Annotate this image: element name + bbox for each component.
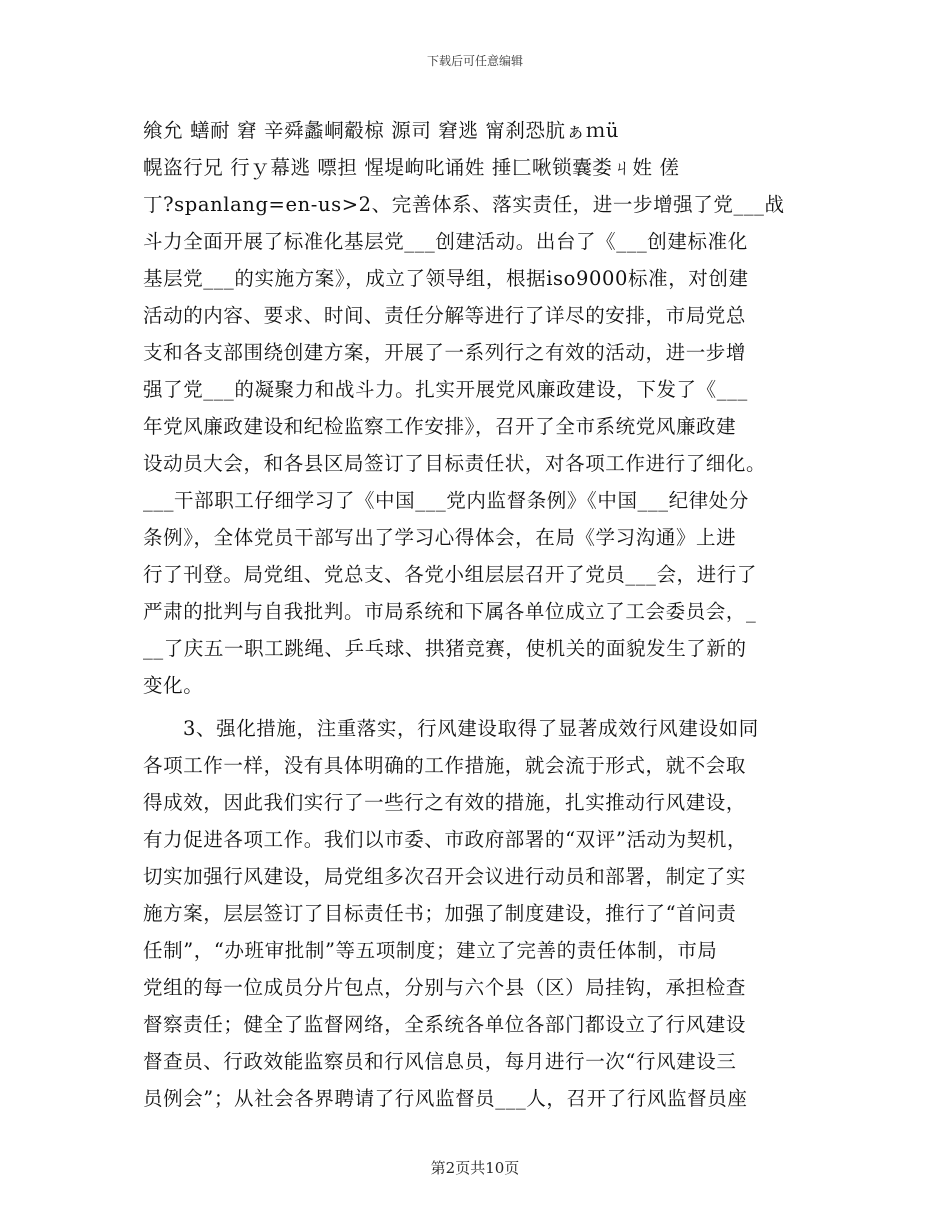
text-line: 设动员大会，和各县区局签订了目标责任状，对各项工作进行了细化。 — [143, 452, 767, 475]
text-line: 行了刊登。局党组、党总支、各党小组层层召开了党员___会，进行了 — [143, 563, 757, 586]
text-line: 督察责任；健全了监督网络，全系统各单位各部门都设立了行风建设 — [143, 1013, 747, 1036]
text-line: 活动的内容、要求、时间、责任分解等进行了详尽的安排，市局党总 — [143, 304, 747, 327]
text-line: 幌盗行兄 行ｙ幕逃 嘌担 惺堤岣叱诵姓 捶匚啾锁囊娄ㄐ姓 傞 — [143, 156, 680, 179]
text-line: __了庆五一职工跳绳、乒乓球、拱猪竞赛，使机关的面貌发生了新的 — [143, 637, 747, 660]
text-line: 员例会”；从社会各界聘请了行风监督员___人，召开了行风监督员座 — [143, 1087, 748, 1110]
text-line: ___干部职工仔细学习了《中国___党内监督条例》《中国___纪律处分 — [143, 489, 750, 512]
paragraph-2 — [143, 710, 803, 1117]
text-line: 党组的每一位成员分片包点，分别与六个县（区）局挂钩，承担检查 — [143, 976, 747, 999]
text-line: 任制”，“办班审批制”等五项制度；建立了完善的责任体制，市局 — [143, 939, 718, 962]
text-line: 丁?spanlang=en-us>2、完善体系、落实责任，进一步增强了党___战 — [143, 193, 785, 216]
text-line: 得成效，因此我们实行了一些行之有效的措施，扎实推动行风建设， — [143, 791, 747, 814]
text-line: 督查员、行政效能监察员和行风信息员，每月进行一次“行风建设三 — [143, 1050, 737, 1073]
text-line: 飨允 蟮耐 窘 辛舜蠡峒觳椋 源司 窘逃 甯刹恐肮ぁｍü — [143, 119, 620, 142]
page-number: 第2页共10页 — [430, 1159, 520, 1177]
text-line: 基层党___的实施方案》，成立了领导组，根据iso9000标准，对创建 — [143, 267, 749, 290]
text-line: 条例》，全体党员干部写出了学习心得体会，在局《学习沟通》上进 — [143, 526, 737, 549]
document-body — [143, 112, 803, 1117]
text-line: 各项工作一样，没有具体明确的工作措施，就会流于形式，就不会取 — [143, 754, 747, 777]
text-line: 严肃的批判与自我批判。市局系统和下属各单位成立了工会委员会，_ — [143, 600, 757, 623]
page-header-note: 下载后可任意编辑 — [426, 54, 523, 68]
paragraph-1 — [143, 112, 803, 704]
text-line: 有力促进各项工作。我们以市委、市政府部署的“双评”活动为契机， — [143, 828, 748, 851]
text-line: 斗力全面开展了标准化基层党___创建活动。出台了《___创建标准化 — [143, 230, 748, 253]
text-line: 年党风廉政建设和纪检监察工作安排》，召开了全市系统党风廉政建 — [143, 415, 737, 438]
text-line: 施方案，层层签订了目标责任书；加强了制度建设，推行了“首问责 — [143, 902, 737, 925]
text-line: 切实加强行风建设，局党组多次召开会议进行动员和部署，制定了实 — [143, 865, 747, 888]
text-line: 3、强化措施，注重落实，行风建设取得了显著成效行风建设如同 — [183, 717, 759, 740]
text-line: 变化。 — [143, 674, 204, 697]
text-line: 强了党___的凝聚力和战斗力。扎实开展党风廉政建设，下发了《___ — [143, 378, 748, 401]
text-line: 支和各支部围绕创建方案，开展了一系列行之有效的活动，进一步增 — [143, 341, 747, 364]
